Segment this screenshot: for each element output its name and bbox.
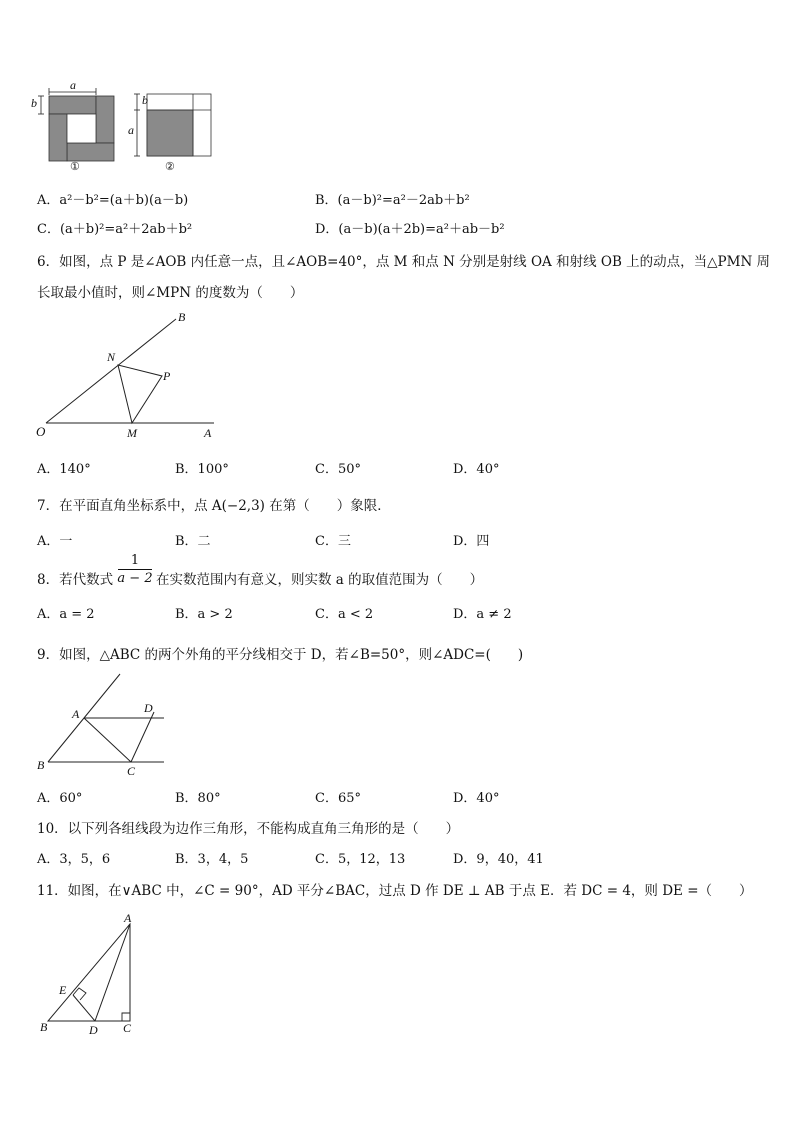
q9-text: 9．如图，△ABC 的两个外角的平分线相交于 D，若∠B=50°，则∠ADC=( ) — [37, 647, 524, 663]
q11-label-B: B — [40, 1020, 48, 1034]
q5-fig1-caption: ① — [70, 160, 80, 173]
q5-option-a: A．a²－b²=(a＋b)(a－b) — [37, 193, 189, 208]
q8-denominator: a − 2 — [117, 571, 153, 586]
dim-b-label-2: b — [142, 93, 148, 107]
q6-label-N: N — [107, 350, 116, 364]
q10-option-c: C．5，12，13 — [315, 852, 406, 867]
q8-option-c: C．a < 2 — [315, 607, 374, 622]
q8-option-b: B．a > 2 — [175, 607, 233, 622]
q9-label-A: A — [72, 707, 80, 721]
q9-option-a: A．60° — [37, 791, 83, 806]
q6-figure — [30, 308, 230, 443]
q6-text-line1: 6．如图，点 P 是∠AOB 内任意一点，且∠AOB=40°，点 M 和点 N 分别是射线 OA 和射线 OB 上的动点，当△PMN 周 — [37, 254, 771, 270]
q5-option-c: C．(a＋b)²=a²＋2ab＋b² — [37, 222, 193, 237]
q10-option-b: B．3，4，5 — [175, 852, 249, 867]
q8-option-d: D．a ≠ 2 — [453, 607, 512, 622]
q8-prefix: 8．若代数式 — [37, 572, 114, 588]
q5-option-b: B．(a－b)²=a²－2ab＋b² — [315, 193, 470, 208]
q7-option-d: D．四 — [453, 534, 490, 549]
q6-label-O: O — [36, 424, 46, 439]
q9-figure — [30, 672, 175, 782]
q6-option-a: A．140° — [37, 462, 91, 477]
q7-option-b: B．二 — [175, 534, 211, 549]
q11-label-A: A — [124, 911, 132, 925]
q6-label-P: P — [163, 369, 171, 383]
q8-suffix: 在实数范围内有意义，则实数 a 的取值范围为（ ） — [156, 572, 484, 588]
q7-text: 7．在平面直角坐标系中，点 A(−2,3) 在第（ ）象限． — [37, 498, 391, 514]
q6-label-A: A — [204, 426, 212, 440]
q9-option-b: B．80° — [175, 791, 221, 806]
q9-option-d: D．40° — [453, 791, 500, 806]
q11-label-C: C — [123, 1021, 132, 1035]
q6-option-b: B．100° — [175, 462, 229, 477]
q10-option-d: D．9，40，41 — [453, 852, 544, 867]
q6-label-B: B — [178, 310, 186, 324]
q11-text: 11．如图，在∨ABC 中，∠C = 90°，AD 平分∠BAC，过点 D 作 DE ⊥ AB 于点 E．若 DC = 4，则 DE =（ ） — [37, 883, 753, 899]
dim-a-label-2: a — [128, 123, 134, 137]
q8-numerator: 1 — [130, 553, 140, 568]
q10-option-a: A．3，5，6 — [37, 852, 111, 867]
q6-text-line2: 长取最小值时，则∠MPN 的度数为（ ） — [37, 285, 304, 301]
q8-option-a: A．a = 2 — [37, 607, 95, 622]
q5-fig2-caption: ② — [165, 160, 175, 173]
q11-figure — [30, 908, 150, 1043]
q6-option-c: C．50° — [315, 462, 361, 477]
q11-label-E: E — [59, 983, 67, 997]
q5-option-d: D．(a－b)(a＋2b)=a²＋ab－b² — [315, 222, 505, 237]
q10-text: 10．以下列各组线段为边作三角形，不能构成直角三角形的是（ ） — [37, 821, 460, 837]
dim-a-label: a — [70, 78, 76, 92]
q6-option-d: D．40° — [453, 462, 500, 477]
q6-label-M: M — [127, 426, 137, 440]
q7-option-c: C．三 — [315, 534, 351, 549]
q8-fraction — [117, 552, 153, 592]
q9-label-C: C — [127, 764, 136, 778]
q9-label-D: D — [144, 701, 153, 715]
q7-option-a: A．一 — [37, 534, 73, 549]
q11-label-D: D — [89, 1023, 98, 1037]
q9-option-c: C．65° — [315, 791, 361, 806]
dim-b-label: b — [31, 96, 37, 110]
q9-label-B: B — [37, 758, 45, 772]
